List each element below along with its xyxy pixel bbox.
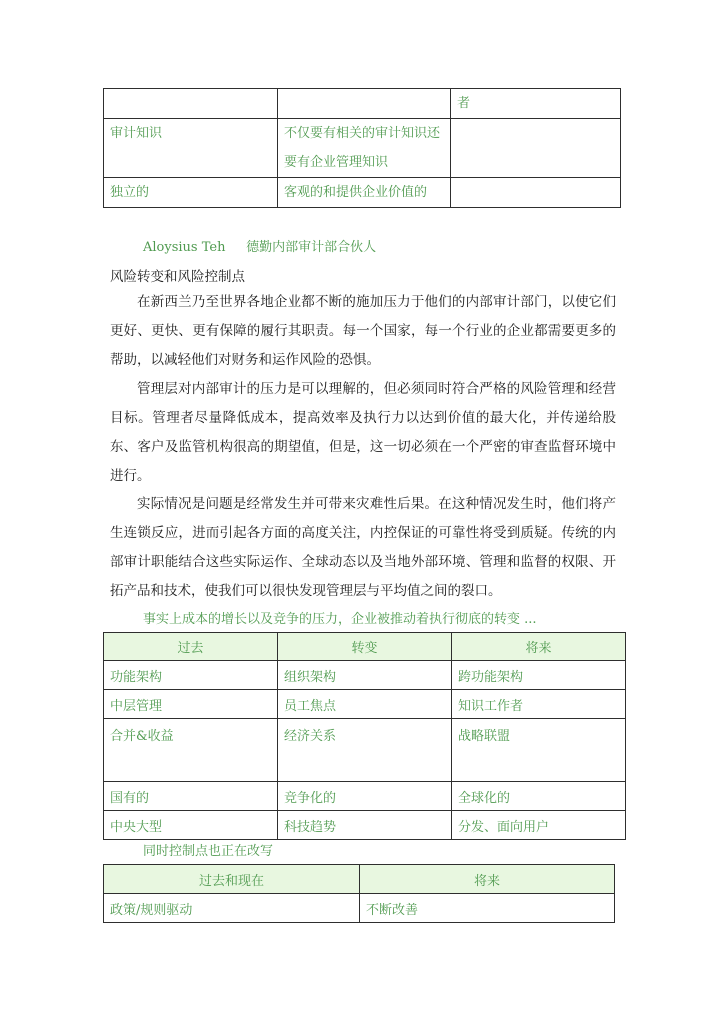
author-line: Aloysius Teh 德勤内部审计部合伙人 xyxy=(143,240,377,255)
table-cell: 中层管理 xyxy=(104,690,278,719)
table-cell: 员工焦点 xyxy=(278,690,452,719)
table-row xyxy=(104,719,626,782)
section-title: 风险转变和风险控制点 xyxy=(110,269,245,285)
audit-traits-table xyxy=(103,88,621,208)
table-header-row xyxy=(104,865,615,894)
column-header: 过去和现在 xyxy=(104,865,360,894)
column-header: 将来 xyxy=(360,865,615,894)
table-row xyxy=(104,782,626,811)
table-cell: 政策/规则驱动 xyxy=(104,894,360,923)
table-cell: 分发、面向用户 xyxy=(452,811,626,840)
column-header: 将来 xyxy=(452,633,626,661)
table-cell xyxy=(451,178,621,208)
paragraph-3: 实际情况是问题是经常发生并可带来灾难性后果。在这种情况发生时，他们将产生连锁反应，进而引起各方面的高度关注，内控保证的可靠性将受到质疑。传统的内部审计职能结合这些实际运作、全球动态以及当地外部环境、管理和监督的权限、开拓产品和技术，使我们可以很快发现管理层与平均值之间的裂口。 xyxy=(110,496,616,599)
table-cell: 功能架构 xyxy=(104,661,278,690)
table-cell xyxy=(451,119,621,178)
table-cell: 审计知识 xyxy=(104,119,278,178)
table-row xyxy=(104,89,621,119)
table-cell: 竞争化的 xyxy=(278,782,452,811)
table-cell: 不断改善 xyxy=(360,894,615,923)
table-cell: 不仅要有相关的审计知识还要有企业管理知识 xyxy=(278,119,451,178)
table-cell: 知识工作者 xyxy=(452,690,626,719)
table-cell: 战略联盟 xyxy=(452,719,626,782)
table-cell: 跨功能架构 xyxy=(452,661,626,690)
table-row xyxy=(104,811,626,840)
paragraph-2: 管理层对内部审计的压力是可以理解的，但必须同时符合严格的风险管理和经营目标。管理者尽量降低成本，提高效率及执行力以达到价值的最大化，并传递给股东、客户及监管机构很高的期望值，但是，这一切必须在一个严密的审查监督环境中进行。 xyxy=(110,381,616,484)
table-cell: 国有的 xyxy=(104,782,278,811)
table-row xyxy=(104,178,621,208)
table-cell xyxy=(104,89,278,119)
paragraph-1: 在新西兰乃至世界各地企业都不断的施加压力于他们的内部审计部门，以使它们更好、更快、更有保障的履行其职责。每一个国家，每一个行业的企业都需要更多的帮助，以减轻他们对财务和运作风险的恐惧。 xyxy=(110,294,616,368)
table-header-row xyxy=(104,633,626,661)
table-cell: 经济关系 xyxy=(278,719,452,782)
control-caption: 同时控制点也正在改写 xyxy=(143,844,274,859)
table-row xyxy=(104,894,615,923)
table-cell: 者 xyxy=(451,89,621,119)
control-table xyxy=(103,864,615,923)
table-row xyxy=(104,661,626,690)
column-header: 过去 xyxy=(104,633,278,661)
transition-caption: 事实上成本的增长以及竞争的压力，企业被推动着执行彻底的转变 ... xyxy=(143,612,537,627)
table-cell: 中央大型 xyxy=(104,811,278,840)
table-cell: 客观的和提供企业价值的 xyxy=(278,178,451,208)
table-cell: 全球化的 xyxy=(452,782,626,811)
table-cell: 组织架构 xyxy=(278,661,452,690)
column-header: 转变 xyxy=(278,633,452,661)
table-row xyxy=(104,119,621,178)
table-cell: 合并&收益 xyxy=(104,719,278,782)
table-cell xyxy=(278,89,451,119)
table-cell: 科技趋势 xyxy=(278,811,452,840)
transition-table xyxy=(103,632,626,840)
table-row xyxy=(104,690,626,719)
table-cell: 独立的 xyxy=(104,178,278,208)
